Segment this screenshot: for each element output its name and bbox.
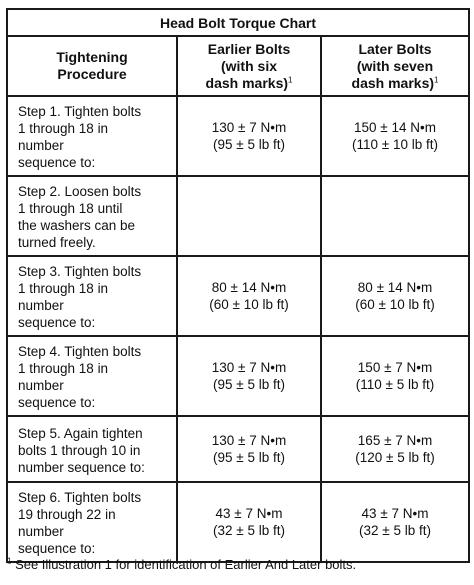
table-row [7,336,469,416]
step-line: Step 4. Tighten bolts [18,344,142,359]
torque-value: 80 ± 14 N•m [357,280,433,295]
header-earlier-line [178,75,320,92]
footnote-marker: 1 [7,556,12,566]
step-line: sequence to: [18,541,96,556]
footnote-marker: 1 [434,74,439,84]
torque-value: 43 ± 7 N•m [361,506,429,521]
table-row [7,416,469,482]
torque-chart-table [6,8,470,563]
torque-value: 43 ± 7 N•m [215,506,283,521]
torque-value: (95 ± 5 lb ft) [213,450,285,465]
table-row [7,256,469,336]
later-value-cell [321,176,469,256]
header-later-line: (with seven [356,57,434,74]
torque-value: 150 ± 7 N•m [357,360,433,375]
earlier-value-cell [177,416,321,482]
table-row [7,482,469,562]
step-line: 1 through 18 in [18,121,109,136]
torque-value: 130 ± 7 N•m [211,360,287,375]
later-value-cell [321,256,469,336]
later-value-cell [321,336,469,416]
step-line: Step 2. Loosen bolts [18,184,142,199]
header-procedure-line: Tightening [56,49,128,65]
torque-value: 130 ± 7 N•m [211,120,287,135]
step-cell [7,336,177,416]
step-line: 1 through 18 in [18,281,109,296]
step-line: number sequence to: [18,459,145,475]
step-cell [7,96,177,176]
footnote-text: See Illustration 1 for identification of Earlier And Later bolts. [11,557,357,572]
header-later-line [322,75,468,92]
header-procedure-line: Procedure [57,66,127,82]
step-line: 19 through 22 in [18,507,116,522]
step-line: 1 through 18 in [18,361,109,376]
torque-value: (95 ± 5 lb ft) [213,377,285,392]
footnote [7,557,356,572]
earlier-value-cell [177,256,321,336]
header-later-text: dash marks) [351,74,435,91]
torque-value: 150 ± 14 N•m [354,120,436,135]
torque-value: (60 ± 10 lb ft) [355,297,435,312]
torque-value: 80 ± 14 N•m [211,280,287,295]
torque-value: 165 ± 7 N•m [357,433,433,448]
step-cell [7,256,177,336]
earlier-value-cell [177,176,321,256]
step-line: Step 1. Tighten bolts [18,104,142,119]
step-line: 1 through 18 until [18,201,123,216]
header-earlier-line: Earlier Bolts [207,40,291,57]
step-line: number [18,298,64,313]
footnote-marker: 1 [288,74,293,84]
torque-value: (60 ± 10 lb ft) [209,297,289,312]
header-earlier-line: (with six [220,57,277,74]
header-earlier-bolts [177,36,321,96]
torque-value: (120 ± 5 lb ft) [355,450,435,465]
earlier-value-cell [177,336,321,416]
earlier-value-cell [177,96,321,176]
later-value-cell [321,416,469,482]
step-line: Step 3. Tighten bolts [18,264,142,279]
later-value-cell [321,96,469,176]
later-value-cell [321,482,469,562]
step-cell [7,176,177,256]
header-procedure [7,36,177,96]
torque-value: (95 ± 5 lb ft) [213,137,285,152]
table-row [7,96,469,176]
step-cell [7,416,177,482]
torque-value: 130 ± 7 N•m [211,433,287,448]
step-cell [7,482,177,562]
earlier-value-cell [177,482,321,562]
step-line: number [18,138,64,153]
torque-value: (110 ± 10 lb ft) [352,137,438,152]
header-row [7,36,469,96]
step-line: bolts 1 through 10 in [18,442,141,458]
step-line: number [18,524,64,539]
step-line: number [18,378,64,393]
header-later-line: Later Bolts [358,40,432,57]
torque-value: (32 ± 5 lb ft) [359,523,431,538]
table-row [7,176,469,256]
step-line: turned freely. [18,235,96,250]
torque-value: (110 ± 5 lb ft) [355,377,435,392]
torque-value: (32 ± 5 lb ft) [213,523,285,538]
step-line: Step 6. Tighten bolts [18,490,142,505]
step-line: the washers can be [18,218,136,233]
step-line: sequence to: [18,155,96,170]
step-line: Step 5. Again tighten [18,425,143,441]
step-line: sequence to: [18,395,96,410]
header-earlier-text: dash marks) [205,74,289,91]
title-row [7,9,469,36]
chart-title: Head Bolt Torque Chart [7,9,469,36]
step-line: sequence to: [18,315,96,330]
header-later-bolts [321,36,469,96]
